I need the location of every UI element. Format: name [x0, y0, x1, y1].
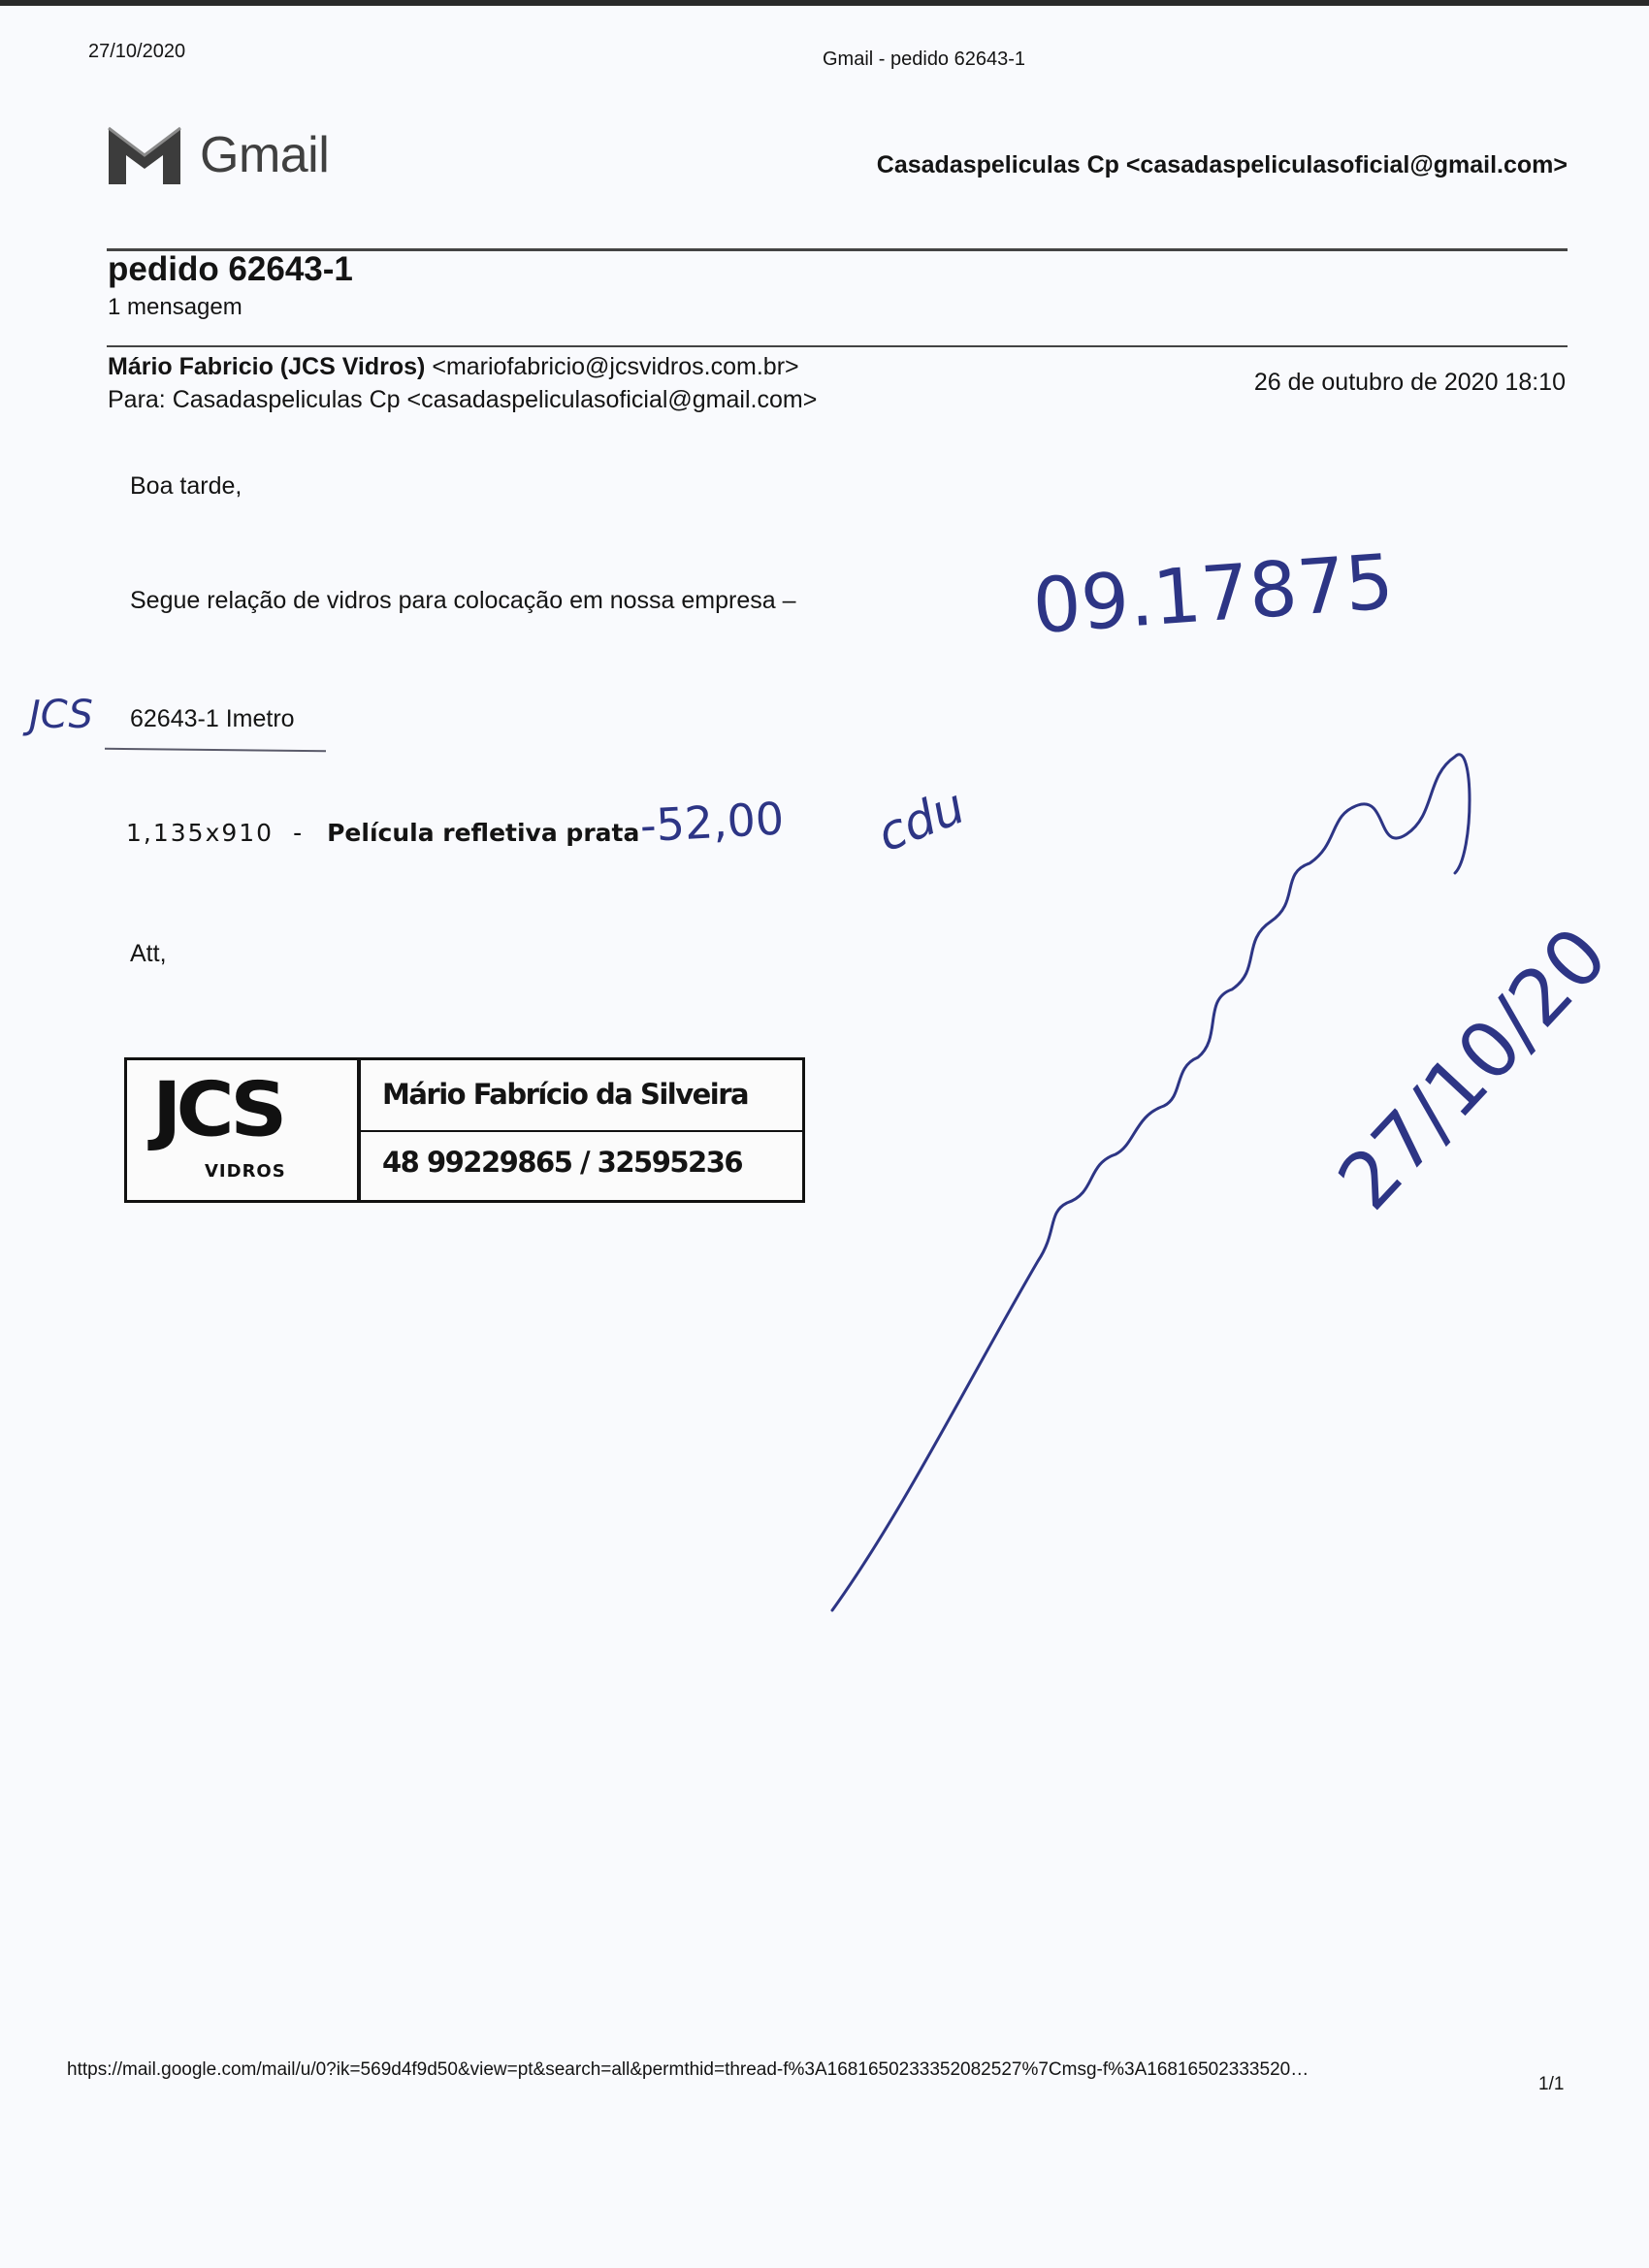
thread-subject: pedido 62643-1	[108, 250, 353, 288]
logo-vidros: VIDROS	[205, 1161, 286, 1182]
handwritten-number: 09.17875	[1029, 538, 1397, 652]
message-divider	[107, 345, 1568, 347]
recipient-line: Para: Casadaspeliculas Cp <casadaspeliculasoficial@gmail.com>	[108, 386, 818, 413]
closing: Att,	[130, 940, 167, 967]
scan-top-edge	[0, 0, 1649, 6]
logo-jcs: JCS	[152, 1066, 282, 1154]
handwritten-date: 27/10/20	[1320, 910, 1625, 1227]
item-line	[126, 818, 639, 848]
item-description: Película refletiva prata	[327, 819, 640, 847]
signature-info	[361, 1060, 802, 1200]
gmail-m-icon	[107, 124, 182, 186]
page-number: 1/1	[1538, 2074, 1565, 2094]
signature-divider	[361, 1130, 802, 1132]
item-dimensions: 1,135x910	[126, 819, 275, 847]
greeting: Boa tarde,	[130, 472, 242, 500]
handwritten-underline	[105, 748, 326, 752]
item-separator: -	[293, 818, 303, 847]
handwritten-unit: cdu	[869, 777, 973, 863]
footer-url: https://mail.google.com/mail/u/0?ik=569d4f9d50&view=pt&search=all&permthid=thread-f%3A1681650233352082527%7Cmsg-f%3A16816502333520…	[67, 2059, 1310, 2080]
order-reference: 62643-1 Imetro	[130, 705, 295, 732]
account-address: Casadaspeliculas Cp <casadaspeliculasoficial@gmail.com>	[876, 151, 1568, 178]
gmail-logo	[107, 124, 329, 186]
body-intro: Segue relação de vidros para colocação em nossa empresa –	[130, 587, 796, 614]
gmail-logo-text: Gmail	[200, 127, 330, 183]
sender-email: <mariofabricio@jcsvidros.com.br>	[432, 353, 799, 380]
signature-card	[124, 1057, 805, 1203]
signature-phone: 48 99229865 / 32595236	[382, 1146, 743, 1179]
sender-name: Mário Fabricio (JCS Vidros)	[108, 353, 426, 380]
message-count: 1 mensagem	[108, 294, 242, 320]
print-date: 27/10/2020	[88, 41, 186, 62]
print-title: Gmail - pedido 62643-1	[823, 49, 1026, 70]
handwritten-price: -52,00	[638, 792, 786, 853]
handwritten-signature	[832, 755, 1470, 1610]
handwritten-jcs: JCS	[29, 693, 93, 737]
sender-line	[108, 353, 799, 381]
message-date: 26 de outubro de 2020 18:10	[1253, 369, 1566, 396]
jcs-vidros-logo	[127, 1060, 361, 1200]
signature-name: Mário Fabrício da Silveira	[382, 1078, 749, 1111]
